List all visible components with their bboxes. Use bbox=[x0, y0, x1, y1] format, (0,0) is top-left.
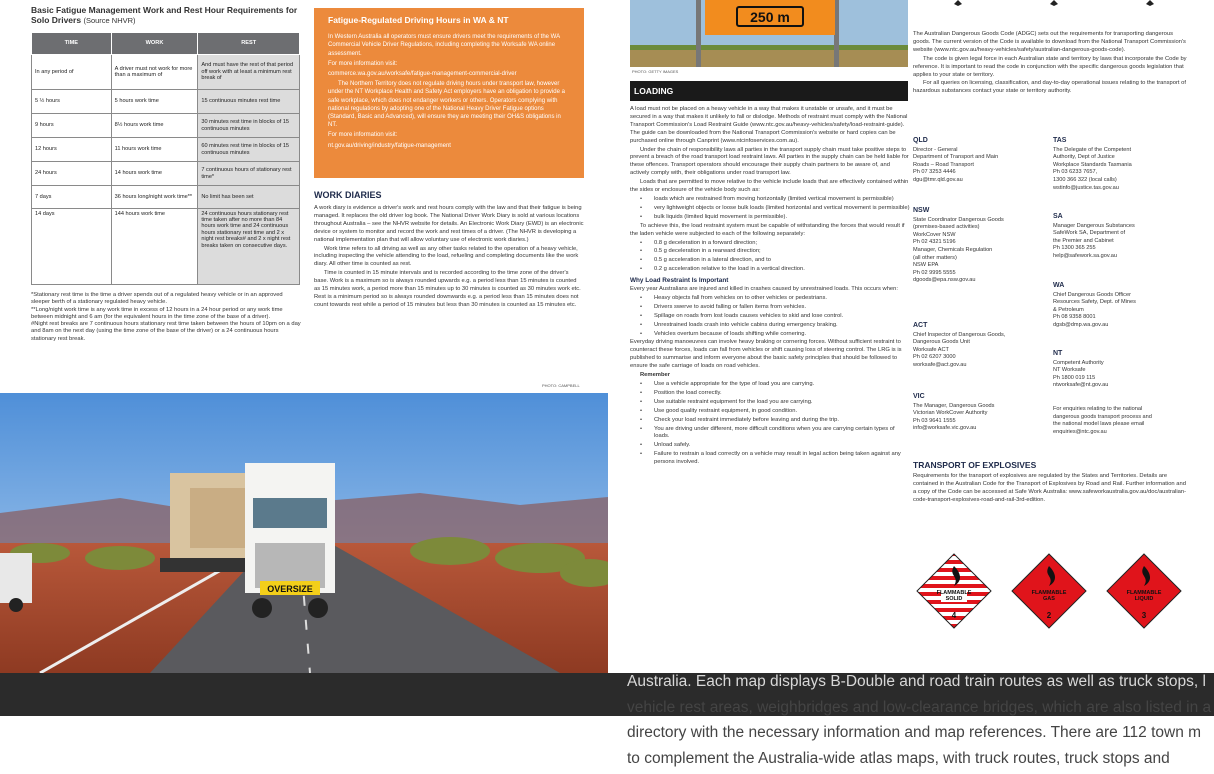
contact-line: Department of Transport and Main bbox=[913, 154, 999, 161]
list-item: • Unload safely. bbox=[630, 442, 910, 450]
road-train-illustration bbox=[0, 393, 608, 673]
info-box-link[interactable]: commerce.wa.gov.au/worksafe/fatigue-management-commercial-driver bbox=[328, 71, 517, 78]
contact-line: Workplace Standards Tasmania bbox=[1053, 161, 1132, 168]
table-header-rest: REST bbox=[198, 33, 300, 55]
hazard-label: FLAMMABLE bbox=[1031, 590, 1067, 596]
contact-line: Ph 08 9358 8001 bbox=[1053, 314, 1096, 321]
contact-line: WorkCover NSW bbox=[913, 231, 956, 238]
flammable-solid-icon bbox=[915, 552, 993, 630]
road-sign-illustration bbox=[630, 0, 908, 67]
paragraph: Time is counted in 15 minute intervals and is recorded according to the time zone of the driver's base. Work is a maximum so is always rounded upwards e.g. a period less than 15 minutes is counted as 15 minutes work, a period more than 15 minutes up to 30 minutes is counted as 30 minutes work etc. Rest is a minimum period so is always rounded downwards e.g. a period less than 15 minutes does not count towards rest while a period of 15 minutes but less than 30 minutes is counted as 15 minutes etc. bbox=[314, 270, 581, 308]
contact-line: State Coordinator Dangerous Goods bbox=[913, 216, 1004, 223]
bullet-list bbox=[630, 240, 910, 275]
list-item: • Drivers swerve to avoid falling or fallen items from vehicles. bbox=[630, 304, 910, 312]
work-diaries-body bbox=[314, 205, 584, 311]
contact-line: Chief Inspector of Dangerous Goods, bbox=[913, 331, 1006, 338]
paragraph: A work diary is evidence a driver's work and rest hours comply with the law and that their fatigue is being managed. It replaces the old driver log book. The National Driver Work Diary is sold at various locations throughout Australia – see the NHVR website for details. An Electronic Work Diary (EWD) is an electronic device or system to monitor and record the work and rest times of a driver. (The NHVR is developing a national implementation plan that will allow voluntary use of electronic work diaries.) bbox=[314, 205, 584, 243]
paragraph: To achieve this, the load restraint system must be capable of withstanding the forces that would result if the laden vehicle were subjected to each of the following separately: bbox=[630, 222, 905, 237]
contact-line: Ph 03 9641 1555 bbox=[913, 417, 956, 424]
contact-state: WA bbox=[1053, 282, 1065, 289]
hazard-label: GAS bbox=[1043, 596, 1055, 602]
road-sign-distance: 250 m bbox=[750, 9, 790, 25]
table-cell: No limit has been set bbox=[198, 186, 300, 209]
contact-line: SafeWork SA, Department of bbox=[1053, 230, 1126, 237]
table-row bbox=[32, 90, 300, 114]
list-item: • 0.5 g acceleration in a lateral direction, and to bbox=[630, 257, 910, 265]
contact-qld bbox=[913, 137, 1051, 185]
contact-line: Dangerous Goods Unit bbox=[913, 339, 970, 346]
contact-tas bbox=[1053, 137, 1191, 192]
note: #Night rest breaks are 7 continuous hours stationary rest time taken between the hours of 10pm on a day and 8am on the next day (using the time zone of the base of the driver) or a 24 continuous hours stationary rest break. bbox=[31, 321, 301, 342]
contact-sa bbox=[1053, 213, 1191, 261]
table-cell: 5 ½ hours bbox=[32, 90, 112, 114]
wa-nt-info-box bbox=[314, 8, 584, 178]
list-item: • Spillage on roads from lost loads causes vehicles to skid and lose control. bbox=[630, 313, 910, 321]
work-diaries-heading: WORK DIARIES bbox=[314, 190, 382, 200]
contact-line: Authority, Dept of Justice bbox=[1053, 154, 1115, 161]
hazard-class: 4 bbox=[951, 611, 957, 620]
list-item: • Heavy objects fall from vehicles on to other vehicles or pedestrians. bbox=[630, 295, 910, 303]
contact-line: Victorian WorkCover Authority bbox=[913, 410, 988, 417]
paragraph: Loads that are permitted to move relative to the vehicle include loads that are effectively contained within the sides or enclosure of the vehicle body such as: bbox=[630, 179, 909, 194]
contact-state: VIC bbox=[913, 393, 925, 400]
photo-credit: PHOTO: GETTY IMAGES bbox=[632, 69, 679, 74]
contact-state: ACT bbox=[913, 322, 928, 329]
contact-email[interactable]: worksafe@act.gov.au bbox=[913, 361, 967, 368]
contact-email[interactable]: help@safework.sa.gov.au bbox=[1053, 252, 1118, 259]
paragraph: The code is given legal force in each Australian state and territory by laws that incorporate the Code by reference. It is important to read the code in conjunction with the specific dangerous goods legislation that applies to your state or territory. bbox=[913, 55, 1187, 78]
table-cell: 14 hours work time bbox=[111, 162, 198, 186]
contact-email[interactable]: info@worksafe.vic.gov.au bbox=[913, 425, 977, 432]
list-item: • very lightweight objects or loose bulk loads (limited horizontal and vertical movement is permissible) bbox=[630, 205, 910, 213]
table-cell: In any period of bbox=[32, 55, 112, 90]
table-cell: 60 minutes rest time in blocks of 15 continuous minutes bbox=[198, 138, 300, 162]
list-item: • Failure to restrain a load correctly on a vehicle may result in legal action being taken against any persons involved. bbox=[630, 451, 910, 467]
right-page bbox=[608, 0, 1214, 673]
table-cell: A driver must not work for more than a maximum of bbox=[111, 55, 198, 90]
table-row bbox=[32, 114, 300, 138]
flammable-gas-icon bbox=[1010, 552, 1088, 630]
contact-line: & Petroleum bbox=[1053, 306, 1084, 313]
table-cell: 24 continuous hours stationary rest time taken after no more than 84 hours work time and 24 continuous hours stationary rest time and 2 x night rest breaks# and 2 x night rest breaks taken on consecutive days. bbox=[198, 209, 300, 285]
paragraph: A load must not be placed on a heavy vehicle in a way that makes it unstable or unsafe, and it must be secured in a way that makes it unlikely to fall or dislodge. Methods of restraint must comply with the National Transport Commission's Load Restraint Guide (www.ntc.gov.au/heavy-vehicles/safety/load-restraint-guide). The guide can be downloaded from the National Transport Commission's website or hard copies can be purchased online through Canprint (www.ntcinfoservices.com.au). bbox=[630, 106, 908, 144]
bullet-list bbox=[630, 381, 910, 467]
note: **Long/night work time is any work time in excess of 12 hours in a 24 hour period or any work time between midnight and 6 am (for the equivalent hours in the time zone of the base of a driver). bbox=[31, 306, 283, 320]
table-cell: 36 hours long/night work time** bbox=[111, 186, 198, 209]
transport-explosives-body: Requirements for the transport of explosives are regulated by the States and Territories. Details are contained in the Australian Code for the Transport of Explosives by Road and Rail. Further information and a copy of the Code can be accessed at Safe Work Australia: www.safeworkaustralia.gov.au/doc/australian-code-transport-explosives-road-and-rail-3rd-edition. bbox=[913, 473, 1187, 503]
list-item: • 0.2 g acceleration relative to the load in a vertical direction. bbox=[630, 266, 910, 274]
hazard-label: SOLID bbox=[945, 596, 963, 602]
list-item: • Use a vehicle appropriate for the type of load you are carrying. bbox=[630, 381, 910, 389]
bullet-list bbox=[630, 196, 910, 222]
list-item: • loads which are restrained from moving horizontally (limited vertical movement is permissible) bbox=[630, 196, 910, 204]
table-cell: 24 hours bbox=[32, 162, 112, 186]
contact-line: NSW EPA bbox=[913, 262, 939, 269]
list-item: • 0.5 g deceleration in a rearward direction; bbox=[630, 248, 910, 256]
hazard-class: 3 bbox=[1141, 611, 1147, 620]
table-cell: 144 hours work time bbox=[111, 209, 198, 285]
table-cell: 5 hours work time bbox=[111, 90, 198, 114]
contact-line: Ph 1800 019 115 bbox=[1053, 374, 1096, 381]
table-cell: 14 days bbox=[32, 209, 112, 285]
contact-state: SA bbox=[1053, 213, 1063, 220]
paragraph: Everyday driving manoeuvres can involve heavy braking or cornering forces. Without sufficient restraint to counteract these forces, loads can fall from vehicles or shift causing loss of steering control. The LRG is is published to summarise and inform everyone about the basic safety principles that should be followed to ensure the safe carriage of loads on road vehicles. bbox=[630, 339, 902, 370]
table-header-time: TIME bbox=[32, 33, 112, 55]
fatigue-table-title bbox=[31, 5, 301, 26]
hazard-label: LIQUID bbox=[1134, 596, 1154, 602]
info-box-text: For more information visit: bbox=[328, 60, 398, 67]
contact-line: Manager, Chemicals Regulation bbox=[913, 246, 993, 253]
table-cell: 7 days bbox=[32, 186, 112, 209]
contact-line: For enquiries relating to the national bbox=[1053, 406, 1143, 412]
contact-email[interactable]: ntworksafe@nt.gov.au bbox=[1053, 382, 1109, 389]
contact-line: the national model laws please email bbox=[1053, 421, 1145, 428]
hazard-label: FLAMMABLE bbox=[936, 590, 972, 596]
table-cell: 30 minutes rest time in blocks of 15 continuous minutes bbox=[198, 114, 300, 138]
contact-line: Ph 02 9995 5555 bbox=[913, 269, 956, 276]
table-cell: 12 hours bbox=[32, 138, 112, 162]
contact-line: The Delegate of the Competent bbox=[1053, 146, 1132, 153]
contact-line: Ph 07 3253 4446 bbox=[913, 169, 956, 176]
hazard-class: 2 bbox=[1046, 611, 1052, 620]
table-row bbox=[32, 186, 300, 209]
contact-nt bbox=[1053, 350, 1191, 390]
table-cell: And must have the rest of that period off work with at least a minimum rest break of bbox=[198, 55, 300, 90]
bullet-list bbox=[630, 295, 910, 339]
contact-email[interactable]: dgoods@epa.nsw.gov.au bbox=[913, 277, 976, 284]
table-title-text: Basic Fatigue Management Work and Rest Hour Requirements for Solo Drivers bbox=[31, 5, 298, 25]
contact-state: NSW bbox=[913, 207, 930, 214]
paragraph: Under the chain of responsibility laws all parties in the transport supply chain must take positive steps to prevent a breach of the road transport load restraint laws. All parties in the supply chain can be held liable for these offences. Transport operators should encourage their supply chain partners to be aware of, and actively comply with, their obligations under road transport law. bbox=[630, 146, 909, 177]
flammable-liquid-icon bbox=[1105, 552, 1183, 630]
dangerous-goods-section bbox=[913, 31, 1189, 97]
table-header-work: WORK bbox=[111, 33, 198, 55]
contact-line: Chief Dangerous Goods Officer bbox=[1053, 291, 1131, 298]
contact-line: Worksafe ACT bbox=[913, 346, 949, 353]
contact-line: dangerous goods transport process and bbox=[1053, 413, 1152, 420]
subheading: Remember bbox=[640, 372, 670, 379]
contact-national bbox=[1053, 406, 1191, 436]
info-box-text: In Western Australia all operators must ensure drivers meet the requirements of the WA Commercial Vehicle Driver Regulations, including completing the Worksafe WA online assessment. bbox=[328, 34, 560, 57]
oversize-sign: OVERSIZE bbox=[267, 584, 313, 594]
info-box-text: For more information visit: bbox=[328, 132, 398, 139]
note: *Stationary rest time is the time a driver spends out of a regulated heavy vehicle or in an approved sleeper berth of a stationary regulated heavy vehicle. bbox=[31, 292, 283, 306]
list-item: • Use suitable restraint equipment for the load you are carrying. bbox=[630, 399, 910, 407]
contact-email[interactable]: wstinfo@justice.tas.gov.au bbox=[1053, 184, 1119, 191]
contact-email[interactable]: enquiries@ntc.gov.au bbox=[1053, 428, 1107, 435]
paragraph: Every year Australians are injured and killed in crashes caused by unrestrained loads. This occurs when: bbox=[630, 286, 898, 293]
info-box-text: The Northern Territory does not regulate driving hours under transport law, however under the NT Workplace Health and Safety Act employers have an obligation to provide a safe workplace, which does not endanger workers or others. Operators complying with national regulations by adopting one of the National Heavy Driver Fatigue options (Standard, Basic and Advanced), will ensure they are meeting their OH&S obligations in NT. bbox=[328, 81, 565, 129]
hazard-diamonds-top bbox=[948, 0, 1168, 6]
table-notes bbox=[31, 292, 301, 343]
table-cell: 7 continuous hours of stationary rest time* bbox=[198, 162, 300, 186]
table-cell: 8½ hours work time bbox=[111, 114, 198, 138]
contact-line: (premises-based activities) bbox=[913, 224, 980, 231]
article-line: to complement the Australia-wide atlas maps, with truck routes, truck stops and bbox=[627, 749, 1170, 767]
article-text bbox=[627, 669, 1214, 771]
contact-act bbox=[913, 322, 1051, 370]
list-item: • Check your load restraint immediately before leaving and during the trip. bbox=[630, 417, 910, 425]
photo-credit: PHOTO: CAMPBELL bbox=[542, 383, 580, 388]
table-cell: 11 hours work time bbox=[111, 138, 198, 162]
contact-line: Director - General bbox=[913, 146, 958, 153]
list-item: • You are driving under different, more difficult conditions when you are carrying certain types of loads. bbox=[630, 426, 910, 442]
contact-line: Ph 1300 365 255 bbox=[1053, 245, 1096, 252]
table-row bbox=[32, 138, 300, 162]
article-line: vehicle rest areas, weighbridges and low-clearance bridges, which are also listed in a bbox=[627, 698, 1212, 716]
contact-line: Competent Authority bbox=[1053, 359, 1104, 366]
contact-line: 1300 366 322 (local calls) bbox=[1053, 176, 1117, 183]
table-cell: 9 hours bbox=[32, 114, 112, 138]
paragraph: The Australian Dangerous Goods Code (ADGC) sets out the requirements for transporting dangerous goods. The current version of the Code is available to download from the National Transport Commission's website (www.ntc.gov.au/heavy-vehicles/safety/australian-dangerous-goods-code). bbox=[913, 31, 1186, 53]
road-train-photo bbox=[0, 393, 608, 673]
contact-line: Manager Dangerous Substances bbox=[1053, 222, 1135, 229]
contact-state: NT bbox=[1053, 350, 1063, 357]
contact-state: TAS bbox=[1053, 137, 1067, 144]
contact-line: Ph 03 6233 7657, bbox=[1053, 169, 1098, 176]
contact-line: Roads – Road Transport bbox=[913, 161, 974, 168]
contact-vic bbox=[913, 393, 1051, 433]
loading-section bbox=[630, 106, 910, 468]
info-box-title: Fatigue-Regulated Driving Hours in WA & NT bbox=[328, 15, 509, 25]
table-row bbox=[32, 209, 300, 285]
article-line: Australia. Each map displays B-Double and road train routes as well as truck stops, l bbox=[627, 673, 1206, 690]
paragraph: Work time refers to all driving as well as any other tasks related to the operation of a heavy vehicle, including inspecting the vehicle attending to the load, refueling and completing documents like the work diary. All other time is counted as rest. bbox=[314, 245, 579, 268]
info-box-link[interactable]: nt.gov.au/driving/industry/fatigue-management bbox=[328, 142, 451, 149]
hazard-label: FLAMMABLE bbox=[1126, 590, 1162, 596]
contact-line: (all other matters) bbox=[913, 254, 957, 261]
contact-line: Ph 02 4321 5196 bbox=[913, 239, 956, 246]
contact-line: the Premier and Cabinet bbox=[1053, 237, 1114, 244]
contact-line: NT Worksafe bbox=[1053, 367, 1086, 374]
list-item: • Unrestrained loads crash into vehicle cabins during emergency braking. bbox=[630, 322, 910, 330]
road-sign-photo bbox=[630, 0, 908, 67]
contact-line: The Manager, Dangerous Goods bbox=[913, 402, 995, 409]
list-item: • Vehicles overturn because of loads shifting while cornering. bbox=[630, 331, 910, 339]
table-row bbox=[32, 162, 300, 186]
loading-heading: LOADING bbox=[630, 81, 908, 101]
list-item: • bulk liquids (limited liquid movement is permissible). bbox=[630, 214, 910, 222]
list-item: • Use good quality restraint equipment, in good condition. bbox=[630, 408, 910, 416]
list-item: • 0.8 g deceleration in a forward direction; bbox=[630, 240, 910, 248]
contact-wa bbox=[1053, 282, 1191, 330]
contact-line: Ph 02 6207 3000 bbox=[913, 354, 956, 361]
list-item: • Position the load correctly. bbox=[630, 390, 910, 398]
contact-state: QLD bbox=[913, 137, 928, 144]
subheading: Why Load Restraint Is Important bbox=[630, 277, 729, 285]
left-page bbox=[0, 0, 608, 673]
table-cell: 15 continuous minutes rest time bbox=[198, 90, 300, 114]
contact-email[interactable]: dgsb@dmp.wa.gov.au bbox=[1053, 321, 1109, 328]
fatigue-table bbox=[31, 32, 300, 285]
contact-nsw bbox=[913, 207, 1051, 285]
transport-explosives-heading: TRANSPORT OF EXPLOSIVES bbox=[913, 460, 1037, 470]
table-source: (Source NHVR) bbox=[83, 16, 136, 25]
table-row bbox=[32, 55, 300, 90]
contact-email[interactable]: dgu@tmr.qld.gov.au bbox=[913, 176, 963, 183]
article-line: directory with the necessary information and map references. There are 112 town m bbox=[627, 724, 1202, 741]
contact-line: Resources Safety, Dept. of Mines bbox=[1053, 299, 1136, 306]
paragraph: For all queries on licensing, classification, and day-to-day operational issues relating to the transport of hazardous substances contact your state or territory authority. bbox=[913, 80, 1186, 95]
